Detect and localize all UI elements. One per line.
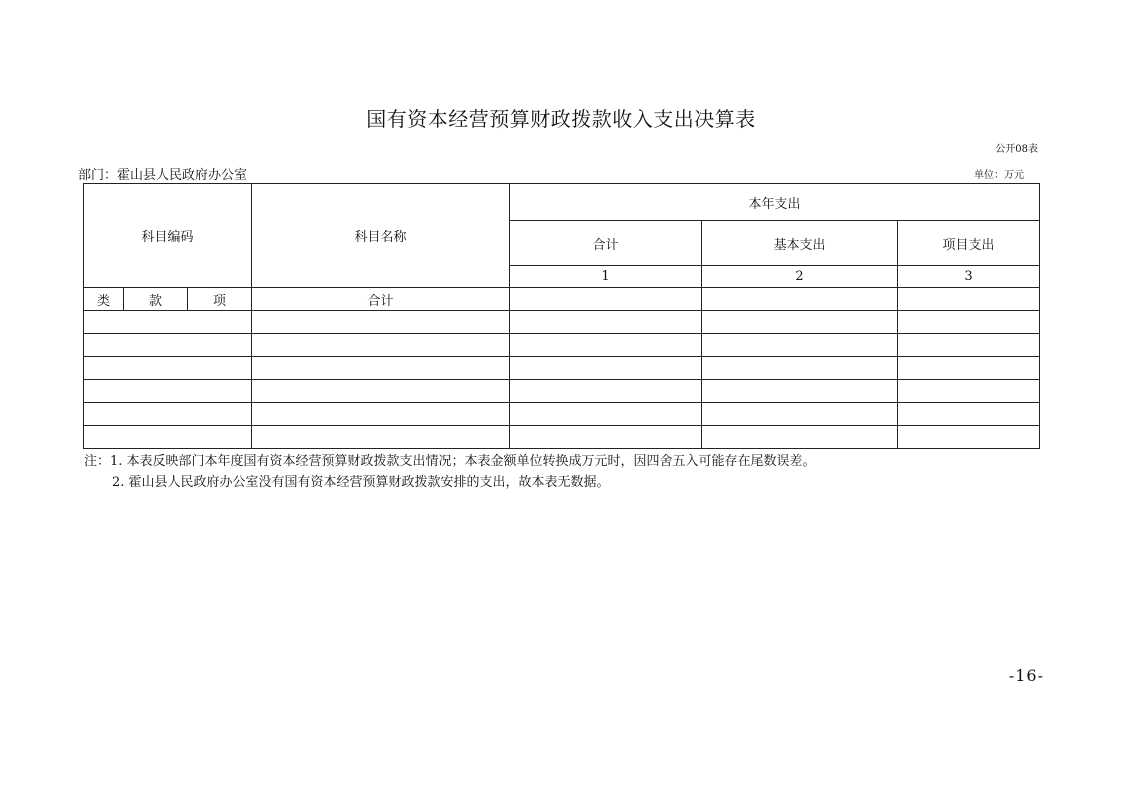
department-label: 部门：霍山县人民政府办公室 — [78, 168, 248, 183]
row-project — [898, 380, 1040, 403]
header-item: 项 — [188, 288, 252, 311]
form-code: 公开08表 — [995, 144, 1038, 155]
row-code — [84, 357, 252, 380]
row-project — [898, 311, 1040, 334]
row-basic — [702, 426, 898, 449]
row-total — [510, 334, 702, 357]
header-project-expenditure: 项目支出 — [898, 221, 1040, 266]
row-total — [510, 380, 702, 403]
header-subject-name: 科目名称 — [252, 184, 510, 288]
row-name — [252, 334, 510, 357]
header-col-number-1: 1 — [510, 266, 702, 288]
total-row-basic — [702, 288, 898, 311]
total-row — [84, 288, 1040, 311]
row-total — [510, 311, 702, 334]
row-code — [84, 334, 252, 357]
total-row-total — [510, 288, 702, 311]
expenditure-table — [83, 183, 1040, 449]
header-category: 类 — [84, 288, 124, 311]
table-row — [84, 380, 1040, 403]
row-basic — [702, 357, 898, 380]
row-project — [898, 334, 1040, 357]
unit-label: 单位：万元 — [974, 170, 1024, 181]
row-basic — [702, 380, 898, 403]
row-basic — [702, 334, 898, 357]
row-basic — [702, 311, 898, 334]
note-line-2: 2. 霍山县人民政府办公室没有国有资本经营预算财政拨款安排的支出，故本表无数据。 — [112, 475, 610, 490]
header-section: 款 — [124, 288, 188, 311]
document-title: 国有资本经营预算财政拨款收入支出决算表 — [366, 107, 756, 131]
row-code — [84, 380, 252, 403]
row-project — [898, 426, 1040, 449]
row-code — [84, 426, 252, 449]
row-total — [510, 403, 702, 426]
header-row-1 — [84, 184, 1040, 221]
total-row-project — [898, 288, 1040, 311]
row-name — [252, 426, 510, 449]
total-row-label: 合计 — [252, 288, 510, 311]
table-row — [84, 311, 1040, 334]
header-current-year-expenditure: 本年支出 — [510, 184, 1040, 221]
table-row — [84, 426, 1040, 449]
table-row — [84, 334, 1040, 357]
row-code — [84, 311, 252, 334]
row-name — [252, 403, 510, 426]
table-row — [84, 403, 1040, 426]
row-project — [898, 403, 1040, 426]
row-basic — [702, 403, 898, 426]
notes — [84, 451, 816, 493]
row-name — [252, 357, 510, 380]
header-col-number-2: 2 — [702, 266, 898, 288]
header-subject-code: 科目编码 — [84, 184, 252, 288]
row-total — [510, 426, 702, 449]
page-number: -16- — [1008, 666, 1044, 685]
row-name — [252, 311, 510, 334]
row-name — [252, 380, 510, 403]
header-total: 合计 — [510, 221, 702, 266]
row-total — [510, 357, 702, 380]
header-col-number-3: 3 — [898, 266, 1040, 288]
header-basic-expenditure: 基本支出 — [702, 221, 898, 266]
table-row — [84, 357, 1040, 380]
row-code — [84, 403, 252, 426]
note-line-1: 注：1. 本表反映部门本年度国有资本经营预算财政拨款支出情况；本表金额单位转换成万元时，因四舍五入可能存在尾数误差。 — [84, 454, 816, 469]
row-project — [898, 357, 1040, 380]
